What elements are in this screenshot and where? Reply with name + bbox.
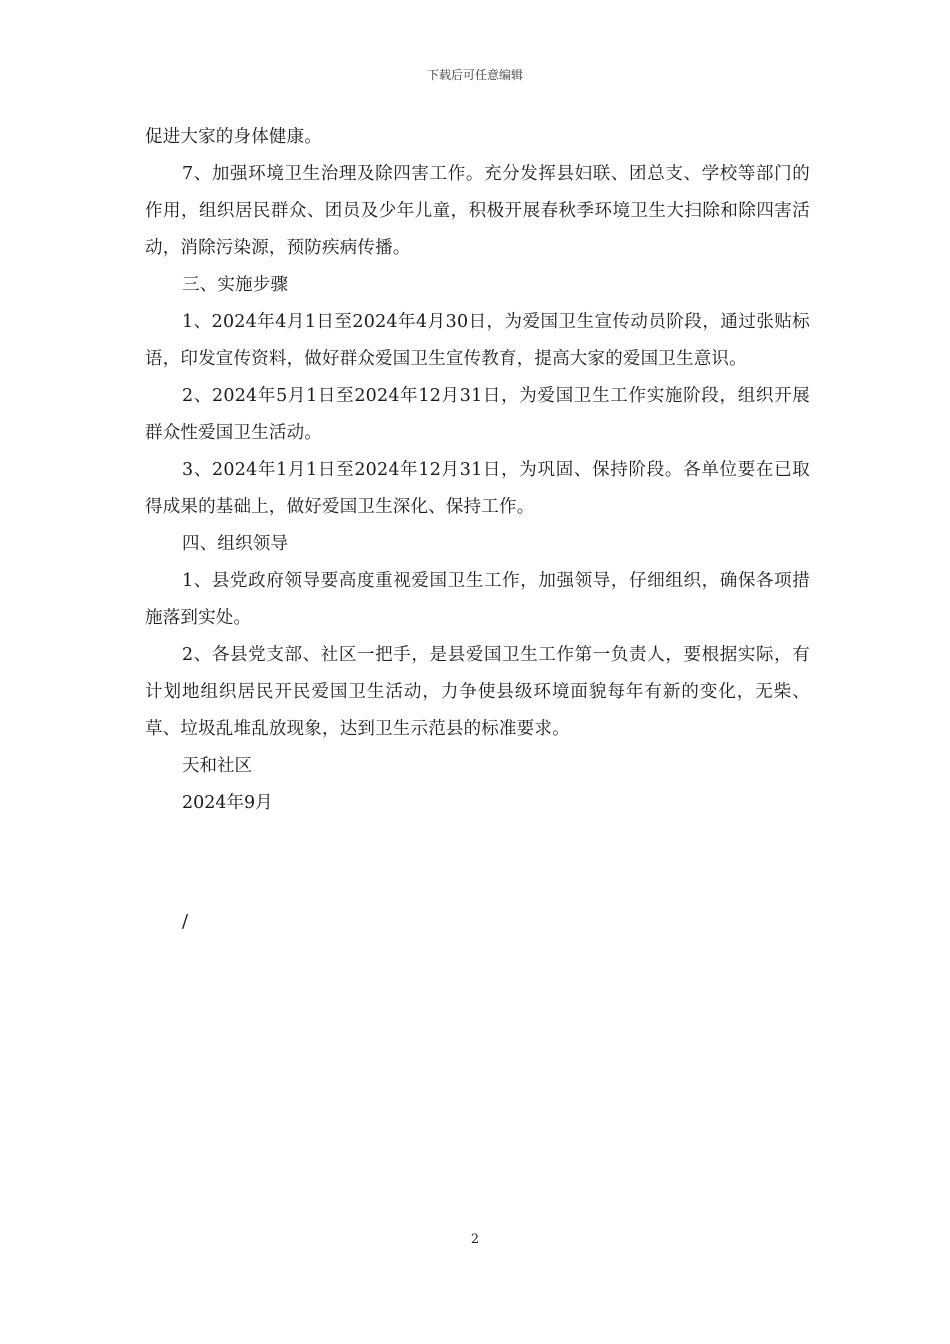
signoff-organization: 天和社区 [182,756,252,776]
section-heading-leadership: 四、组织领导 [182,534,289,554]
page-number: 2 [470,1232,480,1247]
document-body [145,119,810,822]
paragraph-step-3: 3、2024年1月1日至2024年12月31日，为巩固、保持阶段。各单位要在已取得成果的基础上，做好爱国卫生深化、保持工作。 [145,460,810,517]
paragraph-leadership-2: 2、各县党支部、社区一把手，是县爱国卫生工作第一负责人，要根据实际，有计划地组织居民开民爱国卫生活动，力争使县级环境面貌每年有新的变化，无柴、草、垃圾乱堆乱放现象，达到卫生示范县的标准要求。 [145,645,810,739]
paragraph-continuation: 促进大家的身体健康。 [145,127,322,147]
header-note: 下载后可任意编辑 [426,68,523,82]
slash-mark: / [182,911,189,932]
paragraph-step-2: 2、2024年5月1日至2024年12月31日，为爱国卫生工作实施阶段，组织开展群众性爱国卫生活动。 [145,386,810,443]
paragraph-step-1: 1、2024年4月1日至2024年4月30日，为爱国卫生宣传动员阶段，通过张贴标语，印发宣传资料，做好群众爱国卫生宣传教育，提高大家的爱国卫生意识。 [145,312,810,369]
paragraph-item-7: 7、加强环境卫生治理及除四害工作。充分发挥县妇联、团总支、学校等部门的作用，组织居民群众、团员及少年儿童，积极开展春秋季环境卫生大扫除和除四害活动，消除污染源，预防疾病传播。 [145,164,810,258]
paragraph-leadership-1: 1、县党政府领导要高度重视爱国卫生工作，加强领导，仔细组织，确保各项措施落到实处。 [145,571,810,628]
signoff-date: 2024年9月 [182,793,273,813]
section-heading-implementation-steps: 三、实施步骤 [182,275,289,295]
